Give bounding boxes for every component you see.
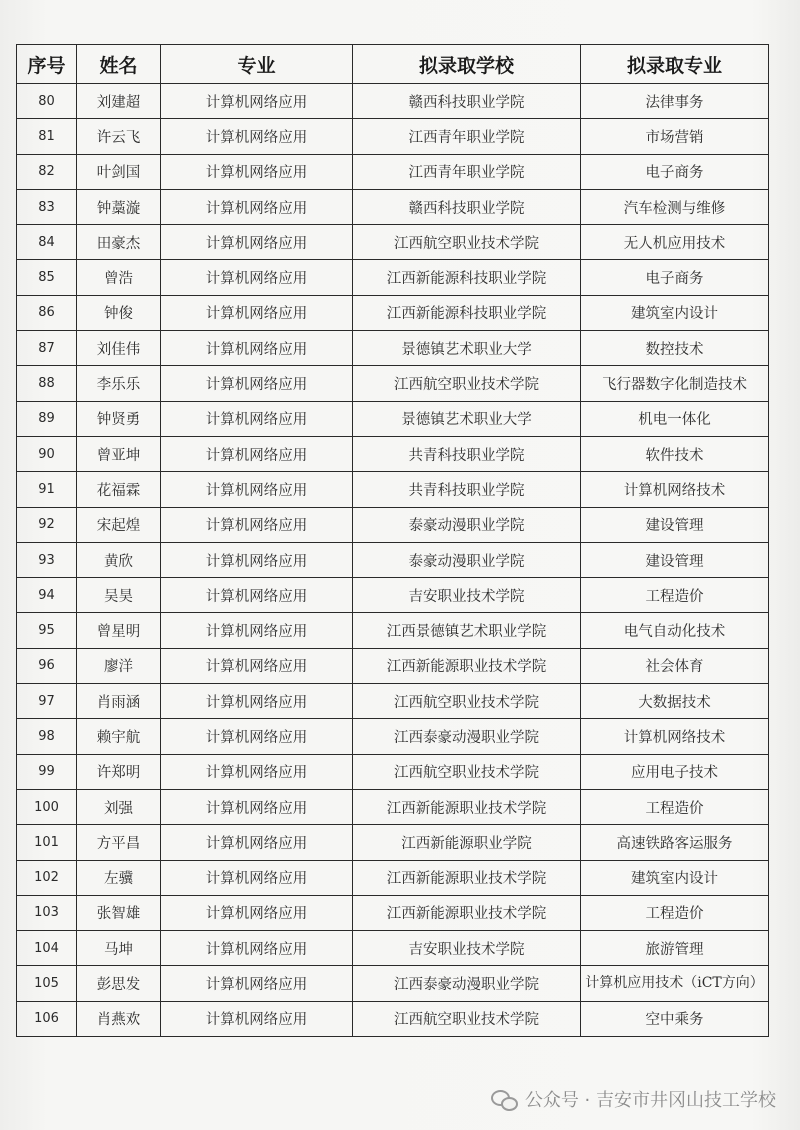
admitted-school-cell: 江西新能源科技职业学院 [353, 260, 581, 295]
row-number-cell: 99 [17, 754, 77, 789]
table-row [17, 260, 769, 295]
major-cell: 计算机网络应用 [161, 119, 353, 154]
row-number-cell: 93 [17, 542, 77, 577]
row-number-cell: 91 [17, 472, 77, 507]
row-number-cell: 100 [17, 789, 77, 824]
student-name-cell: 曾亚坤 [77, 436, 161, 471]
table-row [17, 472, 769, 507]
row-number-cell: 83 [17, 189, 77, 224]
admitted-major-cell: 飞行器数字化制造技术 [581, 366, 769, 401]
major-cell: 计算机网络应用 [161, 825, 353, 860]
major-cell: 计算机网络应用 [161, 931, 353, 966]
table-row [17, 860, 769, 895]
row-number-cell: 101 [17, 825, 77, 860]
major-cell: 计算机网络应用 [161, 154, 353, 189]
table-row [17, 895, 769, 930]
row-number-cell: 97 [17, 684, 77, 719]
major-cell: 计算机网络应用 [161, 684, 353, 719]
row-number-cell: 87 [17, 331, 77, 366]
admitted-major-cell: 应用电子技术 [581, 754, 769, 789]
admitted-school-cell: 江西泰豪动漫职业学院 [353, 966, 581, 1001]
admitted-major-cell: 高速铁路客运服务 [581, 825, 769, 860]
student-name-cell: 钟贤勇 [77, 401, 161, 436]
table-row [17, 366, 769, 401]
header-cell: 序号 [17, 45, 77, 84]
admitted-school-cell: 江西航空职业技术学院 [353, 1001, 581, 1036]
admitted-school-cell: 景德镇艺术职业大学 [353, 401, 581, 436]
row-number-cell: 84 [17, 225, 77, 260]
watermark-text: 公众号 · 吉安市井冈山技工学校 [524, 1090, 776, 1111]
student-name-cell: 曾星明 [77, 613, 161, 648]
student-name-cell: 黄欣 [77, 542, 161, 577]
student-name-cell: 刘佳伟 [77, 331, 161, 366]
table-row [17, 754, 769, 789]
admitted-major-cell: 建筑室内设计 [581, 295, 769, 330]
major-cell: 计算机网络应用 [161, 860, 353, 895]
major-cell: 计算机网络应用 [161, 542, 353, 577]
student-name-cell: 张智雄 [77, 895, 161, 930]
admitted-school-cell: 江西航空职业技术学院 [353, 684, 581, 719]
admitted-major-cell: 市场营销 [581, 119, 769, 154]
table-header-row [17, 45, 769, 84]
admitted-major-cell: 工程造价 [581, 578, 769, 613]
major-cell: 计算机网络应用 [161, 331, 353, 366]
admitted-major-cell: 汽车检测与维修 [581, 189, 769, 224]
major-cell: 计算机网络应用 [161, 295, 353, 330]
row-number-cell: 88 [17, 366, 77, 401]
student-name-cell: 钟藁漩 [77, 189, 161, 224]
admitted-school-cell: 江西新能源科技职业学院 [353, 295, 581, 330]
student-name-cell: 肖燕欢 [77, 1001, 161, 1036]
table-row [17, 1001, 769, 1036]
row-number-cell: 90 [17, 436, 77, 471]
table-row [17, 119, 769, 154]
student-name-cell: 廖洋 [77, 648, 161, 683]
table-row [17, 613, 769, 648]
table-row [17, 931, 769, 966]
table-row [17, 966, 769, 1001]
admitted-school-cell: 吉安职业技术学院 [353, 931, 581, 966]
admitted-school-cell: 江西新能源职业技术学院 [353, 648, 581, 683]
admitted-school-cell: 江西景德镇艺术职业学院 [353, 613, 581, 648]
major-cell: 计算机网络应用 [161, 648, 353, 683]
student-name-cell: 钟俊 [77, 295, 161, 330]
admitted-major-cell: 电气自动化技术 [581, 613, 769, 648]
major-cell: 计算机网络应用 [161, 895, 353, 930]
major-cell: 计算机网络应用 [161, 189, 353, 224]
admitted-major-cell: 计算机网络技术 [581, 719, 769, 754]
student-name-cell: 马坤 [77, 931, 161, 966]
major-cell: 计算机网络应用 [161, 613, 353, 648]
admitted-school-cell: 江西新能源职业学院 [353, 825, 581, 860]
admitted-major-cell: 计算机应用技术（iCT方向） [581, 966, 769, 1001]
table-row [17, 225, 769, 260]
row-number-cell: 95 [17, 613, 77, 648]
row-number-cell: 102 [17, 860, 77, 895]
admitted-major-cell: 计算机网络技术 [581, 472, 769, 507]
student-name-cell: 吴昊 [77, 578, 161, 613]
admitted-major-cell: 大数据技术 [581, 684, 769, 719]
admitted-major-cell: 建设管理 [581, 507, 769, 542]
admitted-major-cell: 软件技术 [581, 436, 769, 471]
row-number-cell: 86 [17, 295, 77, 330]
admitted-major-cell: 社会体育 [581, 648, 769, 683]
major-cell: 计算机网络应用 [161, 472, 353, 507]
admitted-school-cell: 赣西科技职业学院 [353, 189, 581, 224]
row-number-cell: 80 [17, 84, 77, 119]
student-name-cell: 李乐乐 [77, 366, 161, 401]
row-number-cell: 103 [17, 895, 77, 930]
student-name-cell: 肖雨涵 [77, 684, 161, 719]
admitted-school-cell: 江西新能源职业技术学院 [353, 860, 581, 895]
table-row [17, 295, 769, 330]
admitted-major-cell: 工程造价 [581, 895, 769, 930]
admitted-major-cell: 机电一体化 [581, 401, 769, 436]
admitted-school-cell: 泰豪动漫职业学院 [353, 542, 581, 577]
student-name-cell: 刘强 [77, 789, 161, 824]
major-cell: 计算机网络应用 [161, 719, 353, 754]
table-row [17, 436, 769, 471]
watermark [491, 1086, 776, 1112]
major-cell: 计算机网络应用 [161, 789, 353, 824]
admission-table [16, 44, 769, 1037]
row-number-cell: 106 [17, 1001, 77, 1036]
row-number-cell: 98 [17, 719, 77, 754]
row-number-cell: 105 [17, 966, 77, 1001]
table-row [17, 401, 769, 436]
student-name-cell: 左骥 [77, 860, 161, 895]
table-row [17, 84, 769, 119]
admitted-school-cell: 江西航空职业技术学院 [353, 754, 581, 789]
admitted-school-cell: 江西泰豪动漫职业学院 [353, 719, 581, 754]
row-number-cell: 82 [17, 154, 77, 189]
row-number-cell: 89 [17, 401, 77, 436]
admitted-major-cell: 法律事务 [581, 84, 769, 119]
wechat-icon [491, 1088, 517, 1110]
row-number-cell: 85 [17, 260, 77, 295]
header-cell: 拟录取学校 [353, 45, 581, 84]
major-cell: 计算机网络应用 [161, 966, 353, 1001]
row-number-cell: 96 [17, 648, 77, 683]
admitted-major-cell: 旅游管理 [581, 931, 769, 966]
row-number-cell: 104 [17, 931, 77, 966]
admitted-major-cell: 工程造价 [581, 789, 769, 824]
row-number-cell: 94 [17, 578, 77, 613]
admitted-major-cell: 空中乘务 [581, 1001, 769, 1036]
major-cell: 计算机网络应用 [161, 260, 353, 295]
student-name-cell: 花福霖 [77, 472, 161, 507]
table-row [17, 648, 769, 683]
admitted-major-cell: 建筑室内设计 [581, 860, 769, 895]
admitted-school-cell: 共青科技职业学院 [353, 436, 581, 471]
major-cell: 计算机网络应用 [161, 366, 353, 401]
admitted-school-cell: 泰豪动漫职业学院 [353, 507, 581, 542]
admitted-major-cell: 无人机应用技术 [581, 225, 769, 260]
table-body [17, 84, 769, 1037]
student-name-cell: 方平昌 [77, 825, 161, 860]
student-name-cell: 彭思发 [77, 966, 161, 1001]
student-name-cell: 刘建超 [77, 84, 161, 119]
student-name-cell: 宋起煌 [77, 507, 161, 542]
header-cell: 专业 [161, 45, 353, 84]
admitted-school-cell: 景德镇艺术职业大学 [353, 331, 581, 366]
admitted-school-cell: 吉安职业技术学院 [353, 578, 581, 613]
table-row [17, 684, 769, 719]
admitted-school-cell: 江西新能源职业技术学院 [353, 789, 581, 824]
major-cell: 计算机网络应用 [161, 401, 353, 436]
admitted-school-cell: 赣西科技职业学院 [353, 84, 581, 119]
admitted-major-cell: 数控技术 [581, 331, 769, 366]
admitted-school-cell: 江西航空职业技术学院 [353, 366, 581, 401]
table-row [17, 154, 769, 189]
table-row [17, 825, 769, 860]
student-name-cell: 曾浩 [77, 260, 161, 295]
table-row [17, 789, 769, 824]
major-cell: 计算机网络应用 [161, 225, 353, 260]
row-number-cell: 81 [17, 119, 77, 154]
major-cell: 计算机网络应用 [161, 754, 353, 789]
major-cell: 计算机网络应用 [161, 578, 353, 613]
table-row [17, 189, 769, 224]
major-cell: 计算机网络应用 [161, 1001, 353, 1036]
student-name-cell: 许郑明 [77, 754, 161, 789]
header-cell: 姓名 [77, 45, 161, 84]
row-number-cell: 92 [17, 507, 77, 542]
admitted-major-cell: 电子商务 [581, 154, 769, 189]
admitted-major-cell: 建设管理 [581, 542, 769, 577]
student-name-cell: 叶剑国 [77, 154, 161, 189]
admitted-major-cell: 电子商务 [581, 260, 769, 295]
major-cell: 计算机网络应用 [161, 84, 353, 119]
header-cell: 拟录取专业 [581, 45, 769, 84]
table-row [17, 507, 769, 542]
admitted-school-cell: 共青科技职业学院 [353, 472, 581, 507]
table-row [17, 578, 769, 613]
major-cell: 计算机网络应用 [161, 436, 353, 471]
table-row [17, 331, 769, 366]
table-row [17, 719, 769, 754]
student-name-cell: 赖宇航 [77, 719, 161, 754]
student-name-cell: 许云飞 [77, 119, 161, 154]
admitted-school-cell: 江西青年职业学院 [353, 119, 581, 154]
admitted-school-cell: 江西航空职业技术学院 [353, 225, 581, 260]
admitted-school-cell: 江西青年职业学院 [353, 154, 581, 189]
major-cell: 计算机网络应用 [161, 507, 353, 542]
admitted-school-cell: 江西新能源职业技术学院 [353, 895, 581, 930]
student-name-cell: 田豪杰 [77, 225, 161, 260]
table-row [17, 542, 769, 577]
